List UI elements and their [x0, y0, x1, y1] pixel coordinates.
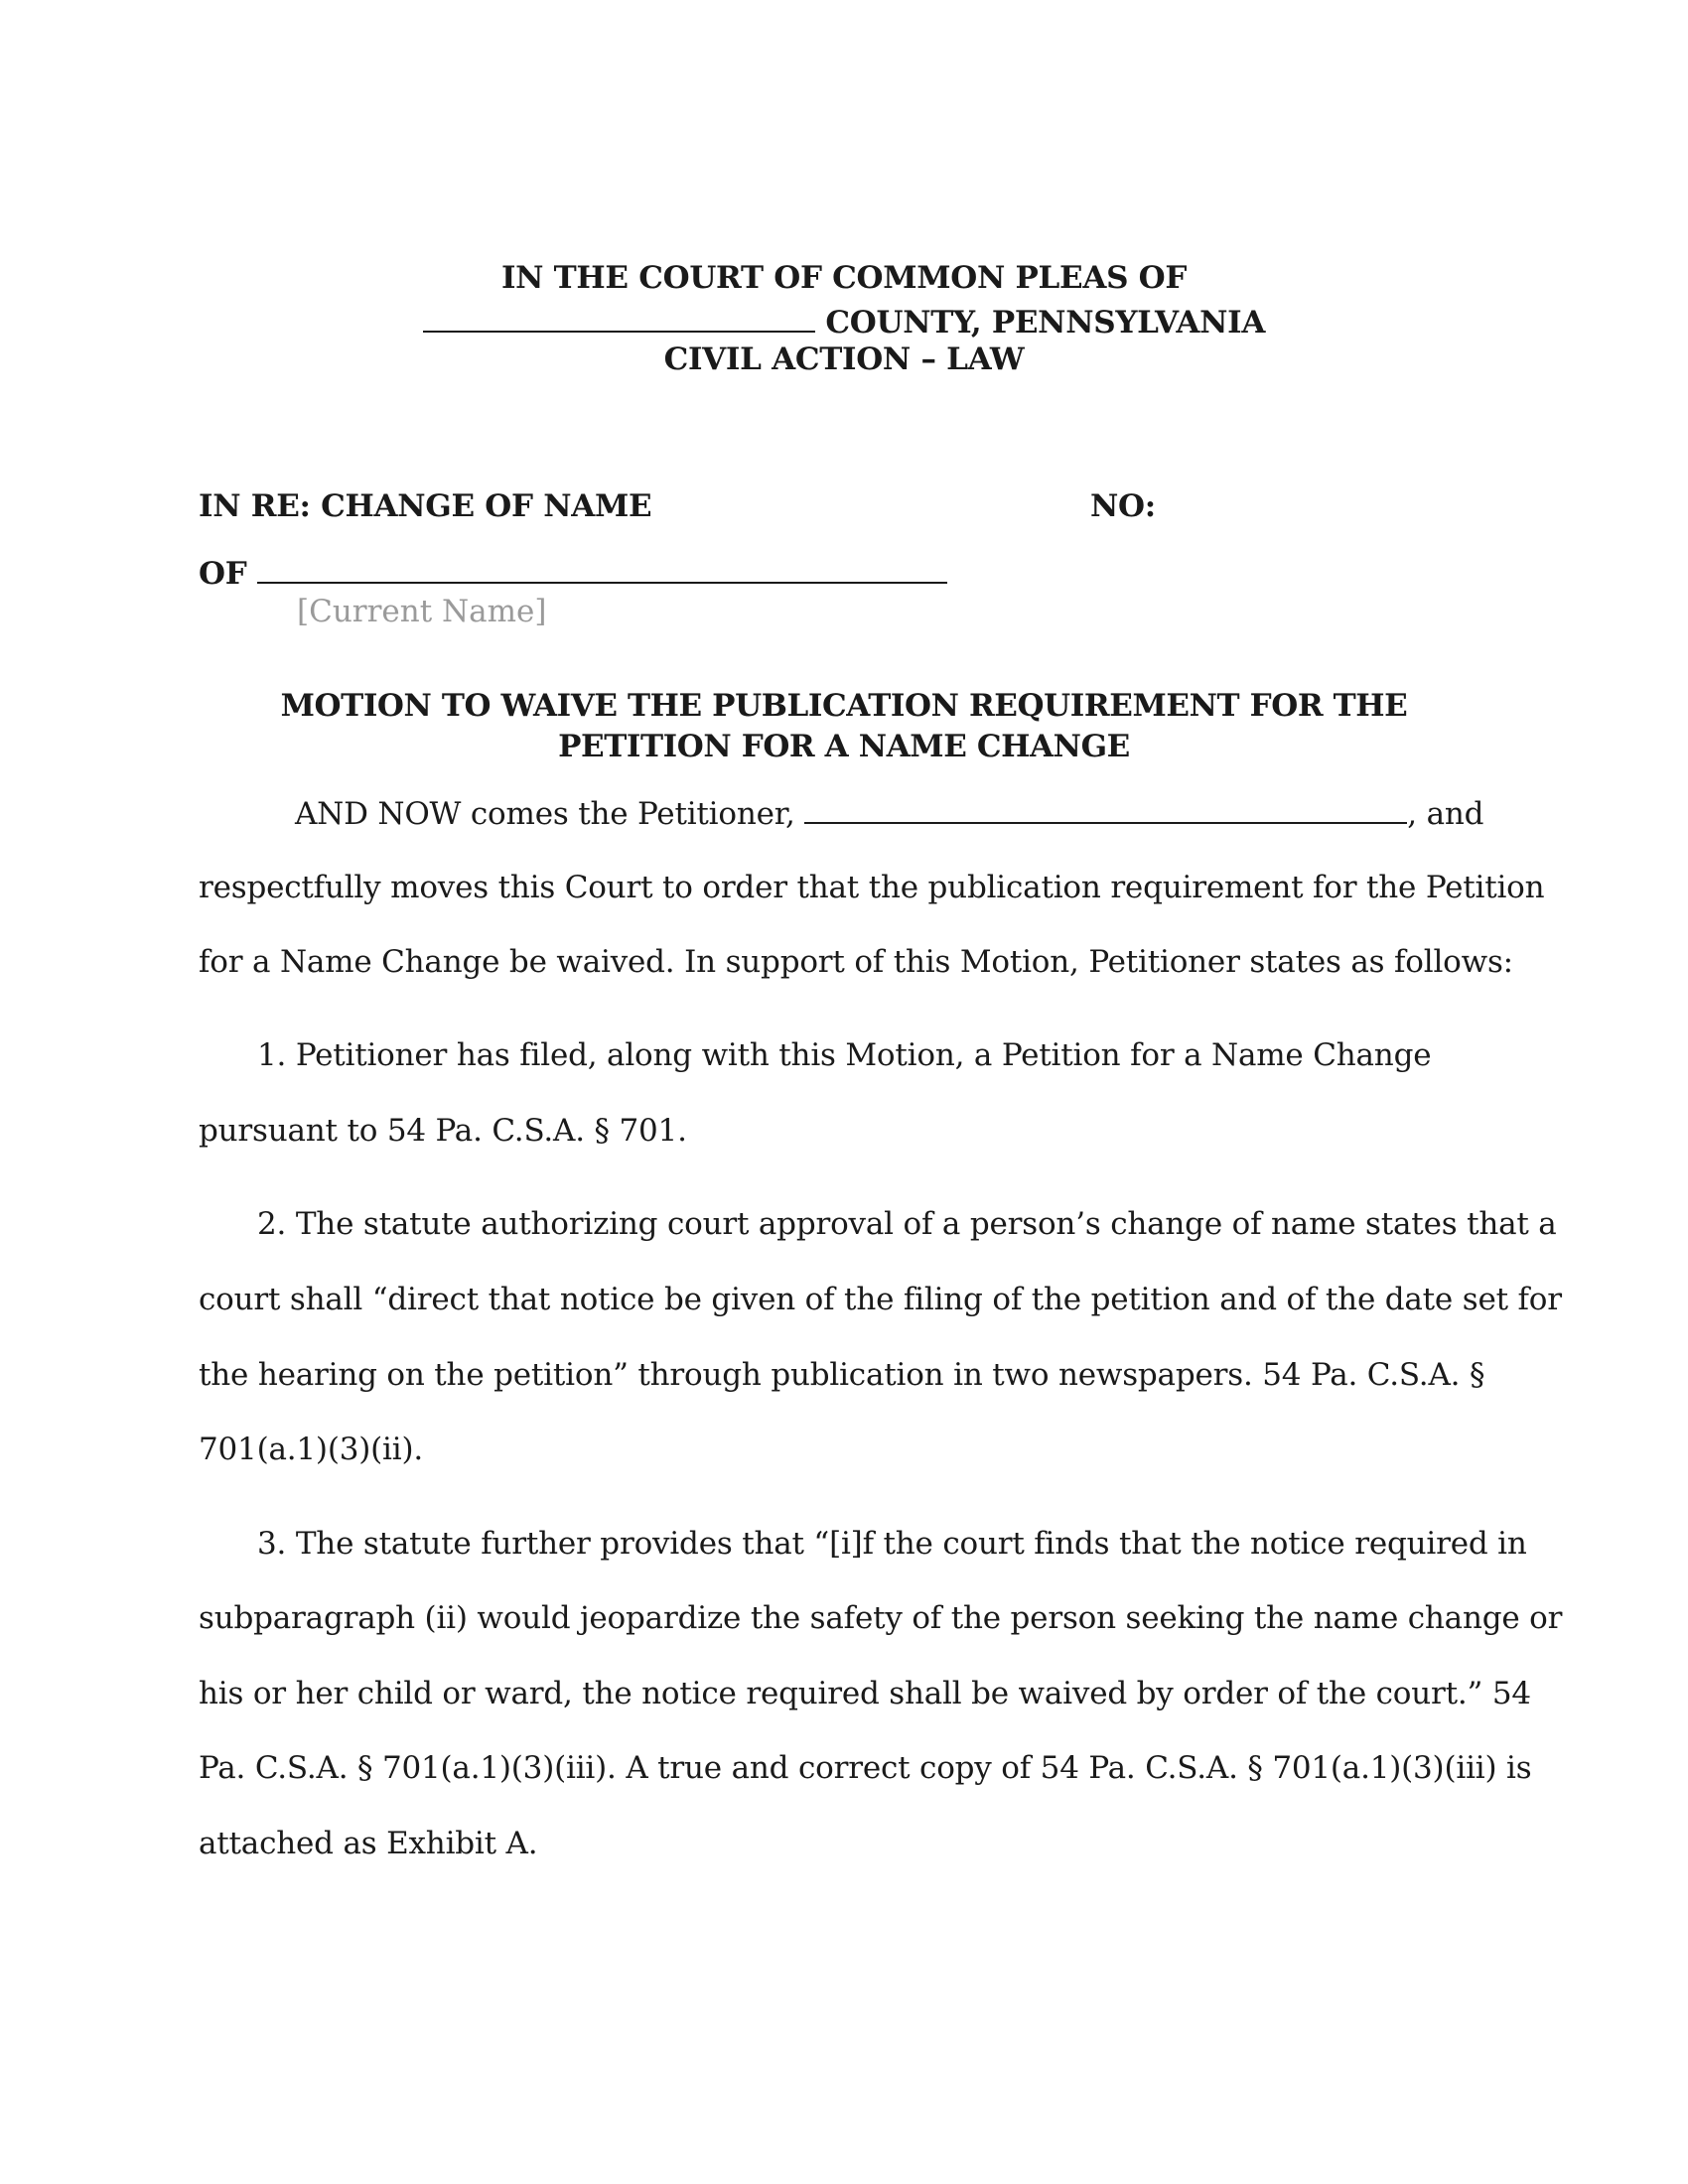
of-label: OF [199, 556, 247, 592]
paragraph-1-line-1: 1. Petitioner has filed, along with this Motion, a Petition for a Name Change [257, 1037, 1432, 1073]
paragraph-3-line-3: his or her child or ward, the notice required shall be waived by order of the court.” 54 [199, 1676, 1531, 1711]
intro-line-3: for a Name Change be waived. In support of this Motion, Petitioner states as follows: [199, 944, 1513, 980]
paragraph-3-line-4: Pa. C.S.A. § 701(a.1)(3)(iii). A true and correct copy of 54 Pa. C.S.A. § 701(a.1)(3)(iii) is [199, 1750, 1532, 1786]
paragraph-2-line-3: the hearing on the petition” through publication in two newspapers. 54 Pa. C.S.A. § [199, 1357, 1485, 1393]
motion-title-line-2: PETITION FOR A NAME CHANGE [558, 729, 1130, 764]
intro-suffix: , and [1407, 796, 1484, 832]
county-blank [423, 301, 815, 333]
current-name-blank [257, 552, 947, 584]
in-re-label: IN RE: CHANGE OF NAME [199, 488, 652, 524]
civil-action-line: CIVIL ACTION – LAW [663, 341, 1025, 377]
of-line [199, 552, 947, 592]
paragraph-2-line-1: 2. The statute authorizing court approval of a person’s change of name states that a [257, 1206, 1557, 1242]
county-line [0, 301, 1688, 341]
intro-line-1 [295, 794, 1483, 832]
paragraph-1-line-2: pursuant to 54 Pa. C.S.A. § 701. [199, 1113, 687, 1149]
petitioner-name-blank [804, 794, 1407, 824]
paragraph-2-line-4: 701(a.1)(3)(ii). [199, 1432, 424, 1467]
court-name-line: IN THE COURT OF COMMON PLEAS OF [500, 260, 1188, 296]
paragraph-3-line-1: 3. The statute further provides that “[i]f the court finds that the notice required in [257, 1526, 1527, 1562]
docket-number-label: NO: [1090, 488, 1156, 524]
paragraph-3-line-2: subparagraph (ii) would jeopardize the safety of the person seeking the name change or [199, 1600, 1563, 1636]
county-suffix: COUNTY, PENNSYLVANIA [825, 305, 1266, 341]
intro-prefix: AND NOW comes the Petitioner, [295, 796, 795, 832]
intro-line-2: respectfully moves this Court to order that the publication requirement for the Petition [199, 870, 1545, 905]
current-name-placeholder: [Current Name] [297, 594, 547, 629]
paragraph-3-line-5: attached as Exhibit A. [199, 1826, 538, 1861]
paragraph-2-line-2: court shall “direct that notice be given of the filing of the petition and of the date set for [199, 1282, 1562, 1317]
motion-title-line-1: MOTION TO WAIVE THE PUBLICATION REQUIREMENT FOR THE [280, 688, 1408, 724]
